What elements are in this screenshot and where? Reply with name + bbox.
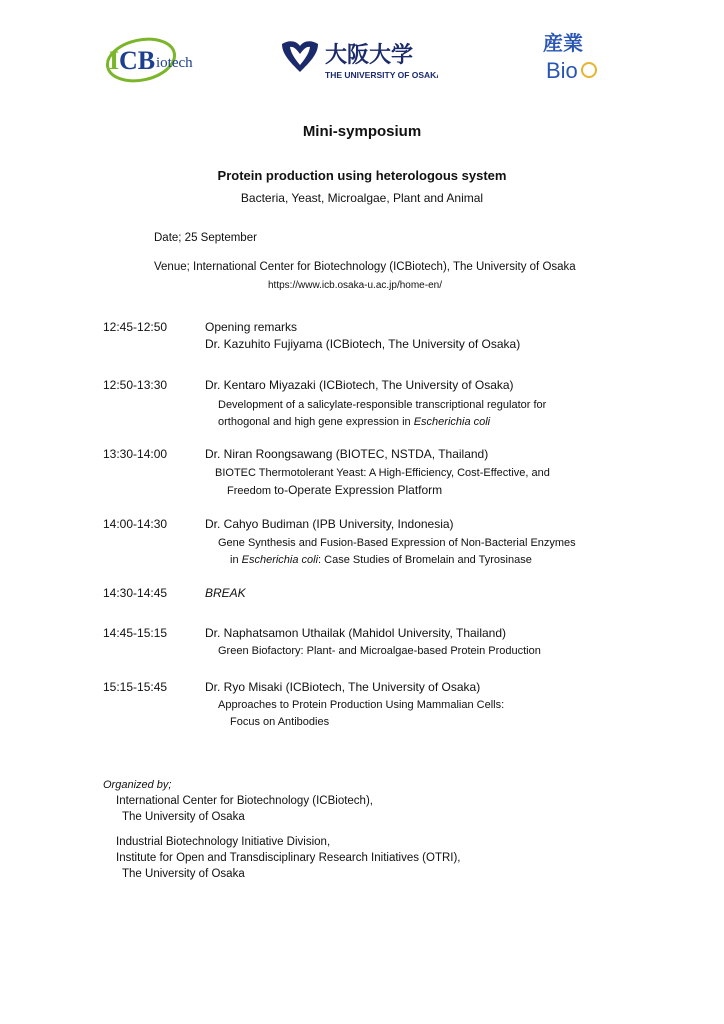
svg-text:CB: CB bbox=[119, 46, 156, 75]
slot-speaker: Dr. Kazuhito Fujiyama (ICBiotech, The University of Osaka) bbox=[205, 337, 521, 351]
slot-talk-title: Gene Synthesis and Fusion-Based Expression of Non-Bacterial Enzymes in Escherichia coli: Case Studies of Bromelain and Tyrosinase bbox=[218, 537, 576, 566]
sangyo-bio-logo bbox=[540, 28, 604, 82]
event-venue: Venue; International Center for Biotechnology (ICBiotech), The University of Osaka bbox=[154, 261, 576, 273]
slot-speaker: Dr. Ryo Misaki (ICBiotech, The University of Osaka) bbox=[205, 680, 481, 694]
slot-time: 12:45-12:50 bbox=[103, 320, 168, 334]
slot-time: 12:50-13:30 bbox=[103, 378, 168, 392]
svg-text:大阪大学: 大阪大学 bbox=[325, 43, 414, 68]
svg-text:I: I bbox=[109, 46, 120, 75]
svg-text:THE UNIVERSITY OF OSAKA: THE UNIVERSITY OF OSAKA bbox=[325, 70, 438, 80]
slot-break: BREAK bbox=[205, 586, 246, 600]
slot-talk-title: BIOTEC Thermotolerant Yeast: A High-Efficiency, Cost-Effective, and Freedom to-Operate Expression Platform bbox=[215, 467, 550, 497]
organizer-icbiotech: International Center for Biotechnology (ICBiotech), The University of Osaka bbox=[116, 795, 373, 823]
event-subtitle: Protein production using heterologous system bbox=[217, 168, 507, 183]
slot-speaker: Dr. Niran Roongsawang (BIOTEC, NSTDA, Thailand) bbox=[205, 447, 489, 461]
slot-time: 13:30-14:00 bbox=[103, 447, 168, 461]
slot-talk-title: Green Biofactory: Plant- and Microalgae-based Protein Production bbox=[218, 645, 541, 657]
organizers-heading: Organized by; bbox=[103, 779, 172, 791]
event-date: Date; 25 September bbox=[154, 232, 257, 244]
slot-speaker: Dr. Kentaro Miyazaki (ICBiotech, The University of Osaka) bbox=[205, 378, 514, 392]
slot-speaker: Dr. Cahyo Budiman (IPB University, Indonesia) bbox=[205, 517, 454, 531]
slot-speaker: Dr. Naphatsamon Uthailak (Mahidol University, Thailand) bbox=[205, 626, 507, 640]
slot-time: 14:00-14:30 bbox=[103, 517, 168, 531]
svg-text:iotech: iotech bbox=[156, 55, 193, 71]
slot-time: 15:15-15:45 bbox=[103, 680, 168, 694]
slot-talk-title: Development of a salicylate-responsible transcriptional regulator for orthogonal and high gene expression in Escherichia coli bbox=[218, 399, 547, 428]
slot-talk-title: Approaches to Protein Production Using Mammalian Cells: Focus on Antibodies bbox=[218, 699, 505, 728]
svg-text:Bio: Bio bbox=[546, 58, 578, 82]
organizer-otri: Industrial Biotechnology Initiative Division, Institute for Open and Transdisciplinary Research Initiatives (OTRI), The University of Osaka bbox=[116, 836, 461, 880]
svg-text:産業: 産業 bbox=[543, 31, 583, 55]
slot-title: Opening remarks bbox=[205, 320, 298, 334]
slot-opening bbox=[205, 319, 520, 353]
slot-time: 14:45-15:15 bbox=[103, 626, 168, 640]
icbiotech-logo bbox=[103, 36, 208, 84]
event-url[interactable]: https://www.icb.osaka-u.ac.jp/home-en/ bbox=[268, 280, 442, 291]
university-of-osaka-logo bbox=[278, 38, 438, 82]
event-title: Mini-symposium bbox=[302, 123, 422, 140]
slot-time: 14:30-14:45 bbox=[103, 586, 168, 600]
event-organisms: Bacteria, Yeast, Microalgae, Plant and Animal bbox=[240, 191, 484, 205]
